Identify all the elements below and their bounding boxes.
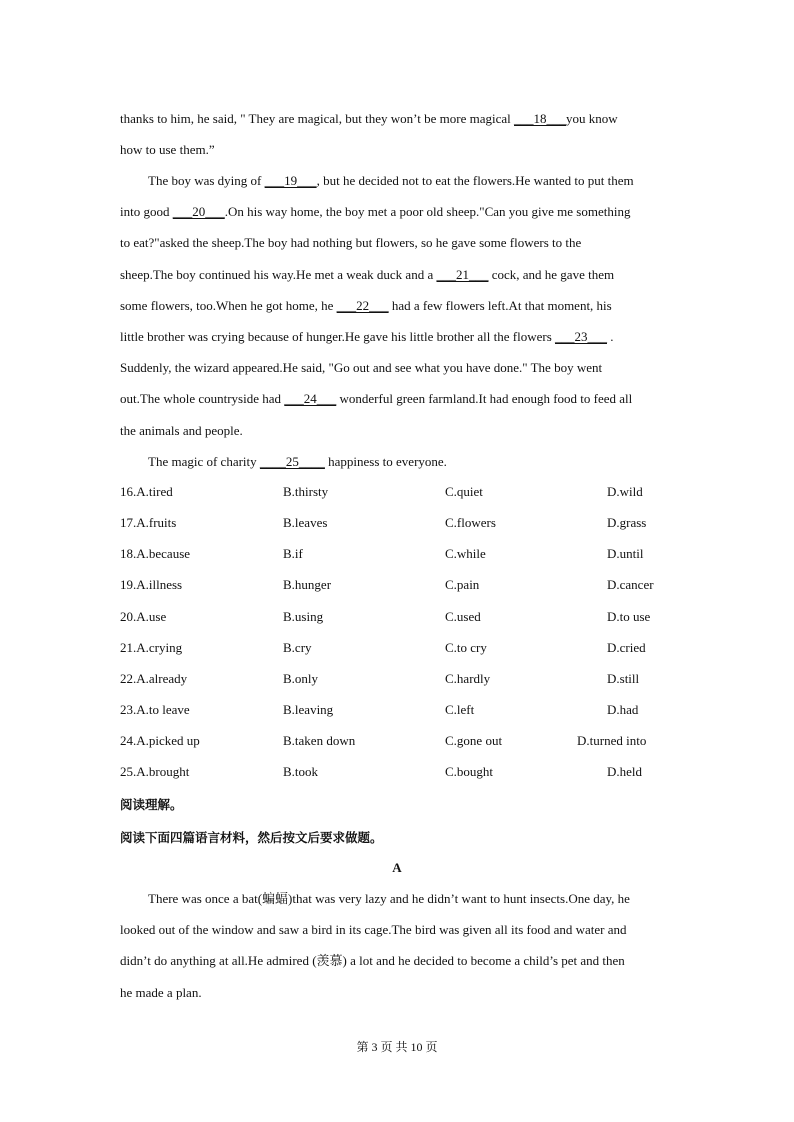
option-b: B.hunger [283,577,332,592]
line-text: cock, and he gave them [488,266,615,282]
option-d: D.still [607,671,640,686]
line-text: . [607,329,614,345]
line-text: to eat?"asked the sheep.The boy had nothing but flowers, so he gave some flowers to the [120,235,582,251]
section-instruction: 阅读下面四篇语言材料，然后按文后要求做题。 [120,830,383,845]
option-d: D.cried [607,640,646,655]
option-a: 23.A.to leave [120,702,190,717]
option-b: B.if [283,546,303,561]
line-text: The boy was dying of [148,173,265,188]
option-a: 17.A.fruits [120,515,177,530]
option-c: C.bought [445,764,494,779]
line-text: thanks to him, he said, " They are magical, but they won’t be more magical [120,111,514,126]
option-row-16 [0,484,794,504]
option-a: 20.A.use [120,609,167,624]
cloze-paragraph-1 [120,103,675,165]
line-text: happiness to everyone. [324,454,447,469]
line-text: how to use them.” [120,142,215,158]
option-b: B.using [283,609,324,624]
text-line [120,321,675,352]
line-text: out.The whole countryside had [120,391,285,407]
option-b: B.only [283,671,319,686]
text-line [120,134,675,165]
option-row-19 [0,577,794,597]
text-line [120,415,675,446]
option-b: B.leaving [283,702,334,717]
option-d: D.cancer [607,577,654,592]
line-text: had a few flowers left.At that moment, his [388,297,612,313]
section-title: 阅读理解。 [120,797,183,812]
option-d: D.had [607,702,639,717]
text-line [120,290,675,321]
text-line [120,352,675,383]
option-b: B.thirsty [283,484,329,499]
option-d: D.held [607,764,643,779]
option-d: D.to use [607,609,651,624]
line-text: wonderful green farmland.It had enough food to feed all [336,391,633,407]
line-text: , but he decided not to eat the flowers.He wanted to put them [316,173,634,188]
option-a: 19.A.illness [120,577,183,592]
line-text: you know [566,111,618,126]
option-a: 18.A.because [120,546,191,561]
option-a: 24.A.picked up [120,733,200,748]
option-c: C.flowers [445,515,496,530]
blank-20: ___20___ [172,204,225,220]
option-row-23 [0,702,794,722]
blank-25: ____25____ [259,454,325,469]
option-row-20 [0,609,794,629]
option-row-22 [0,671,794,691]
option-c: C.hardly [445,671,491,686]
text-line [120,165,675,196]
blank-23: ___23___ [555,329,607,345]
option-c: C.to cry [445,640,487,655]
text-line [120,259,675,290]
option-c: C.gone out [445,733,503,748]
reading-a-paragraph [120,883,675,1008]
blank-21: ___21___ [436,266,489,282]
option-row-25 [0,764,794,784]
cloze-paragraph-2 [120,165,675,446]
line-text: into good [120,204,173,220]
option-b: B.taken down [283,733,356,748]
page-footer: 第 3 页 共 10 页 [356,1040,438,1054]
option-row-18 [0,546,794,566]
option-a: 21.A.crying [120,640,183,655]
text-line [120,383,675,414]
text-line [120,196,675,227]
option-b: B.leaves [283,515,328,530]
option-b: B.took [283,764,319,779]
text-line: didn’t do anything at all.He admired (羡慕) a lot and he decided to become a child’s pet and then [120,953,625,969]
blank-19: ___19___ [264,173,317,188]
option-row-24 [0,733,794,753]
blank-24: ___24___ [284,391,337,407]
option-row-17 [0,515,794,535]
line-text: Suddenly, the wizard appeared.He said, "Go out and see what you have done." The boy went [120,360,603,376]
text-line [120,446,675,477]
blank-22: ___22___ [336,297,389,313]
blank-18: ___18___ [514,111,566,126]
option-c: C.while [445,546,486,561]
option-c: C.used [445,609,481,624]
part-label: A [392,860,402,875]
text-line: looked out of the window and saw a bird in its cage.The bird was given all its food and water and [120,922,627,938]
line-text: the animals and people. [120,422,243,438]
line-text: little brother was crying because of hunger.He gave his little brother all the flowers [120,329,555,345]
option-d: D.wild [607,484,643,499]
option-c: C.left [445,702,475,717]
text-line: he made a plan. [120,984,202,1000]
text-line: There was once a bat(蝙蝠)that was very lazy and he didn’t want to hunt insects.One day, he [148,891,630,906]
option-row-21 [0,640,794,660]
text-line [120,103,675,134]
option-a: 25.A.brought [120,764,190,779]
option-c: C.quiet [445,484,483,499]
option-a: 22.A.already [120,671,188,686]
cloze-paragraph-3 [120,446,675,477]
text-line [120,227,675,258]
option-c: C.pain [445,577,480,592]
option-d: D.grass [607,515,647,530]
line-text: sheep.The boy continued his way.He met a weak duck and a [120,266,437,282]
option-d: D.until [607,546,644,561]
option-d: D.turned into [577,733,647,748]
line-text: .On his way home, the boy met a poor old sheep."Can you give me something [224,204,631,220]
option-b: B.cry [283,640,312,655]
line-text: The magic of charity [148,454,260,469]
option-a: 16.A.tired [120,484,173,499]
line-text: some flowers, too.When he got home, he [120,297,337,313]
